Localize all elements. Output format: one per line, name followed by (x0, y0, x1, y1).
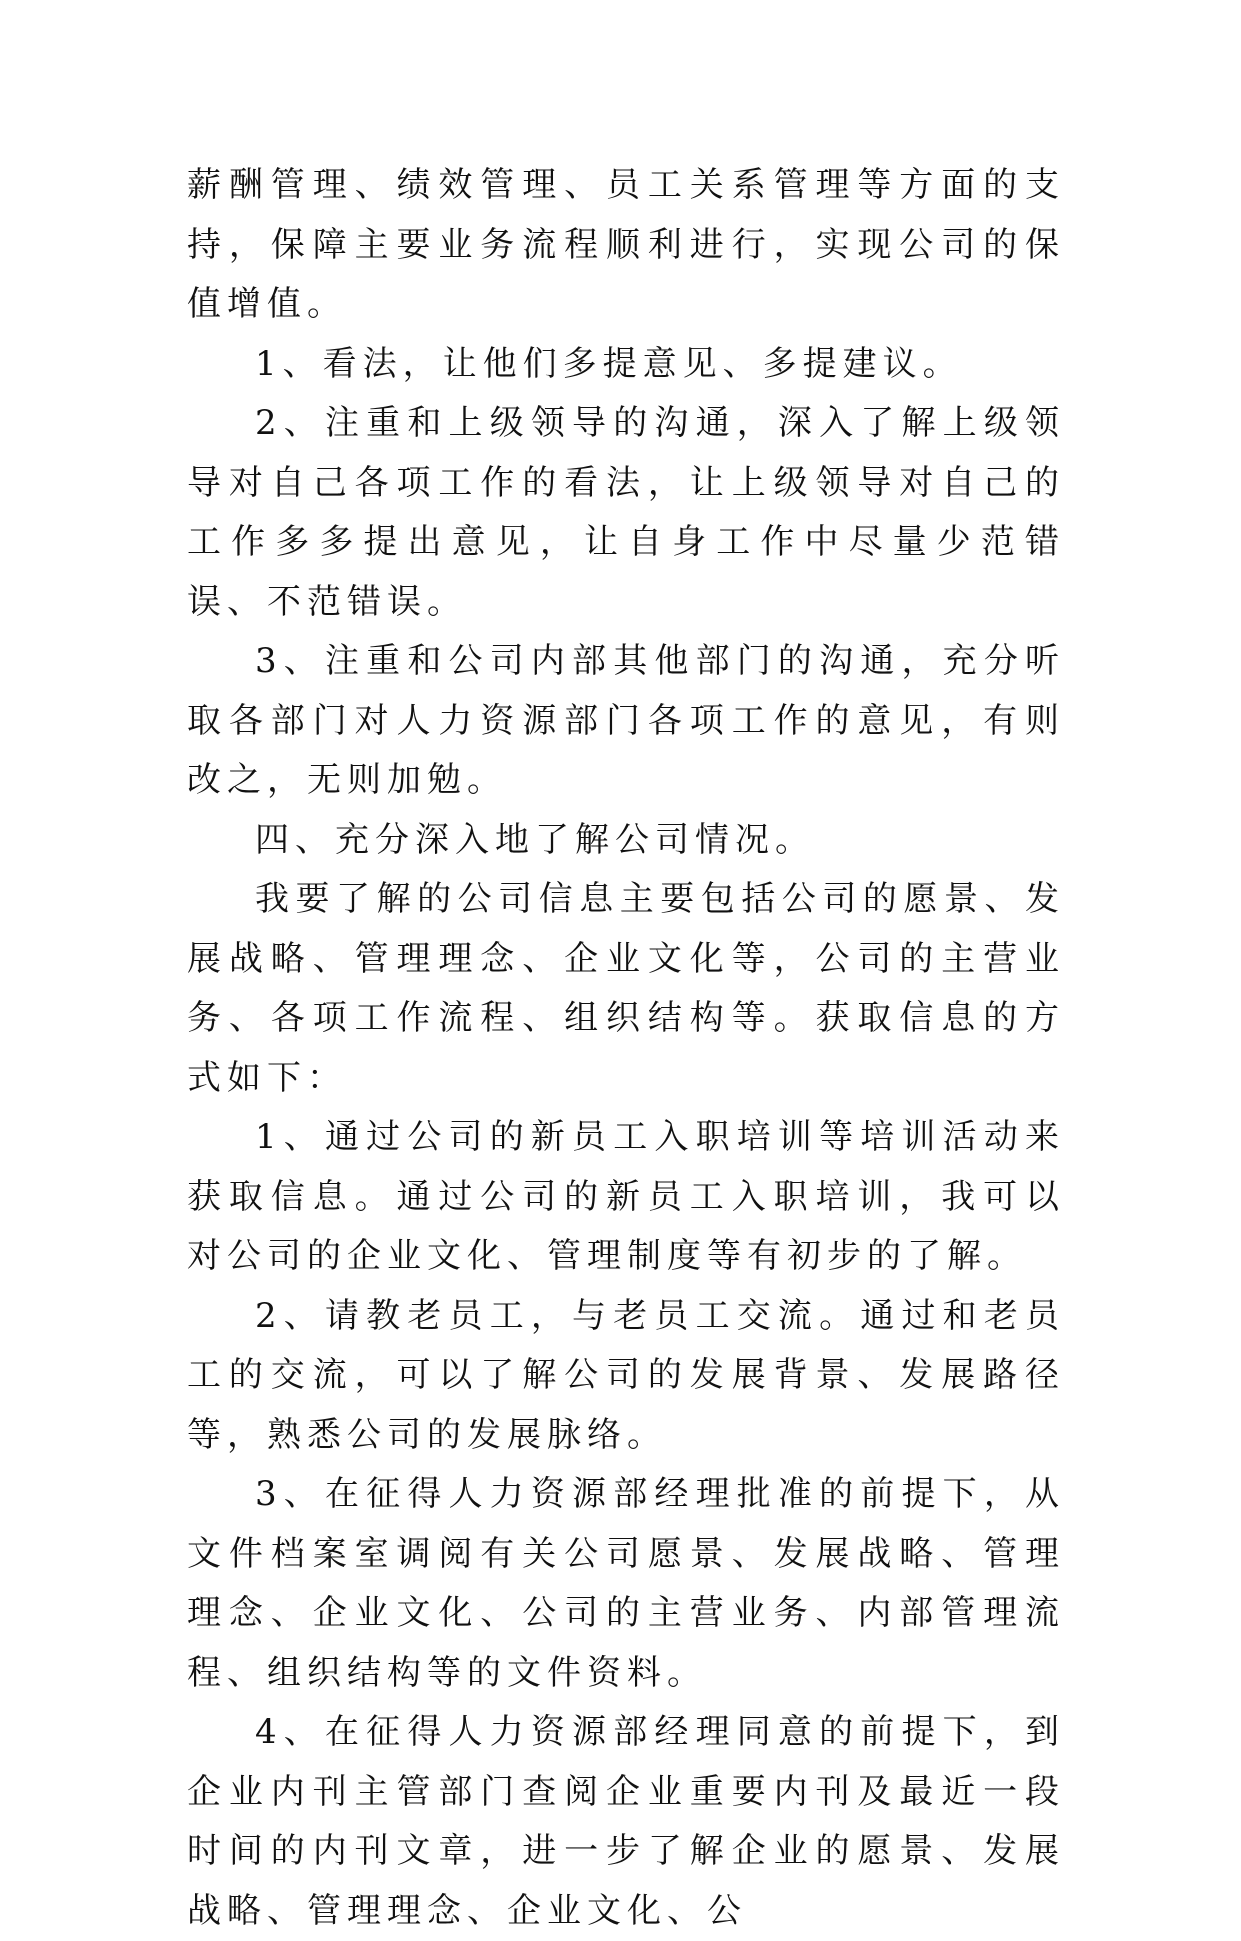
section-heading-4: 四、充分深入地了解公司情况。 (255, 819, 815, 860)
document-body (187, 156, 1065, 1941)
paragraph-6: 我要了解的公司信息主要包括公司的愿景、发展战略、管理理念、企业文化等，公司的主营业务、各项工作流程、组织结构等。获取信息的方式如下： (187, 879, 1065, 1098)
paragraph-3: 2、注重和上级领导的沟通，深入了解上级领导对自己各项工作的看法，让上级领导对自己的工作多多提出意见，让自身工作中尽量少范错误、不范错误。 (187, 403, 1065, 622)
paragraph-1: 薪酬管理、绩效管理、员工关系管理等方面的支持，保障主要业务流程顺利进行，实现公司的保值增值。 (187, 165, 1065, 324)
paragraph-4: 3、注重和公司内部其他部门的沟通，充分听取各部门对人力资源部门各项工作的意见，有则改之，无则加勉。 (187, 641, 1065, 800)
paragraph-7: 1、通过公司的新员工入职培训等培训活动来获取信息。通过公司的新员工入职培训，我可以对公司的企业文化、管理制度等有初步的了解。 (187, 1117, 1065, 1276)
paragraph-10: 4、在征得人力资源部经理同意的前提下，到企业内刊主管部门查阅企业重要内刊及最近一段时间的内刊文章，进一步了解企业的愿景、发展战略、管理理念、企业文化、公 (187, 1712, 1065, 1931)
paragraph-2: 1、看法，让他们多提意见、多提建议。 (255, 343, 963, 384)
paragraph-8: 2、请教老员工，与老员工交流。通过和老员工的交流，可以了解公司的发展背景、发展路径等，熟悉公司的发展脉络。 (187, 1295, 1065, 1455)
paragraph-9: 3、在征得人力资源部经理批准的前提下，从文件档案室调阅有关公司愿景、发展战略、管理理念、企业文化、公司的主营业务、内部管理流程、组织结构等的文件资料。 (187, 1474, 1065, 1693)
